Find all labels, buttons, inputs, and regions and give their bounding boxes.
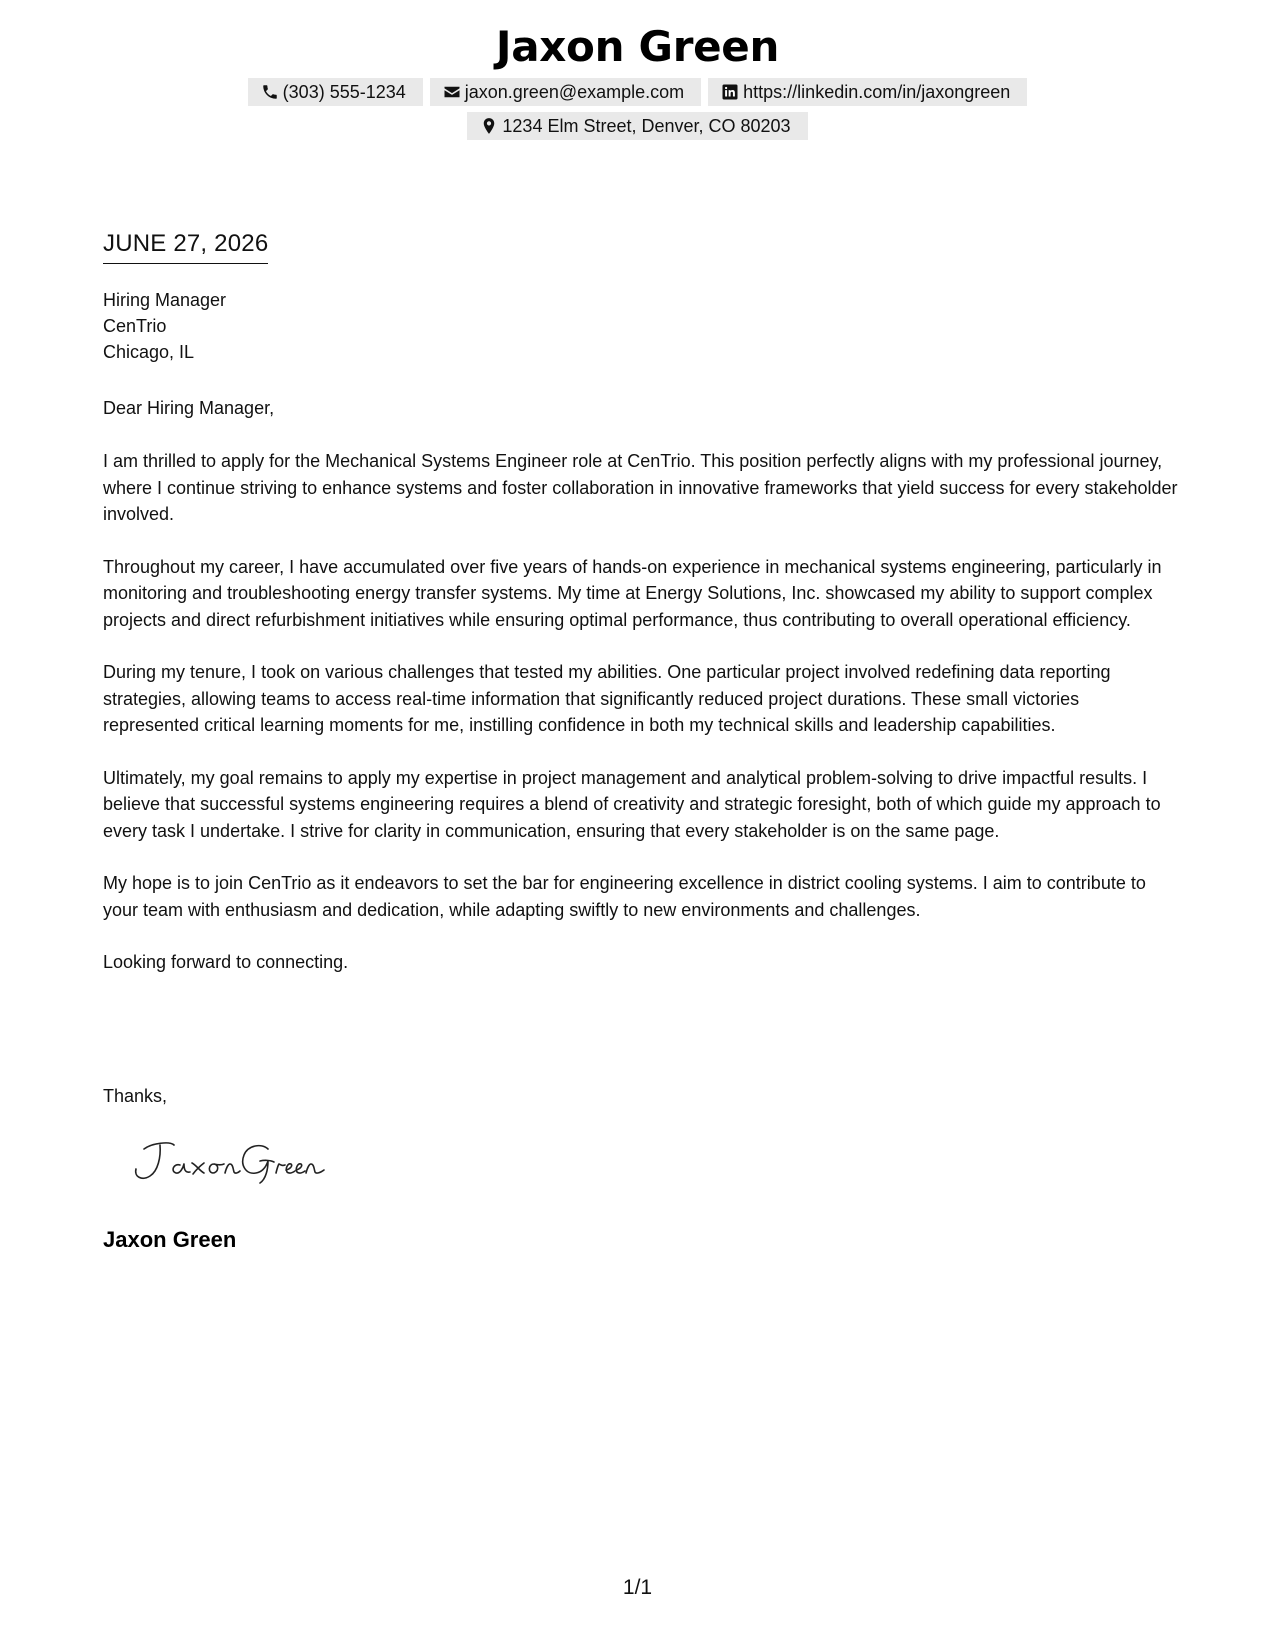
body-paragraph: My hope is to join CenTrio as it endeavors to set the bar for engineering excellence in district cooling systems. I aim to contribute to your team with enthusiasm and dedication, while adapting swiftly to new environments and challenges.: [103, 873, 1146, 920]
contact-row-2: [0, 112, 1275, 140]
recipient-company: CenTrio: [103, 316, 167, 336]
email-text: jaxon.green@example.com: [464, 82, 685, 102]
body-paragraph: Throughout my career, I have accumulated over five years of hands-on experience in mechanical systems engineering, particularly in monitoring and troubleshooting energy transfer systems. My time at Energy Solutions, Inc. showcased my ability to support complex projects and direct refurbishment initiatives while ensuring optimal performance, thus contributing to overall operational efficiency.: [103, 556, 1162, 630]
linkedin-icon: [721, 83, 739, 101]
phone-chip: [248, 78, 423, 106]
signer-name: Jaxon Green: [103, 1227, 237, 1252]
email-chip: [430, 78, 701, 106]
address-text: 1234 Elm Street, Denver, CO 80203: [502, 116, 791, 136]
recipient-location: Chicago, IL: [103, 342, 195, 362]
body-paragraph: During my tenure, I took on various challenges that tested my abilities. One particular project involved redefining data reporting strategies, allowing teams to access real-time information that significantly reduced project durations. These small victories represented critical learning moments for me, instilling confidence in both my technical skills and leadership capabilities.: [103, 662, 1111, 735]
linkedin-text: https://linkedin.com/in/jaxongreen: [743, 82, 1011, 102]
letter-body: [103, 448, 1178, 1002]
contact-row-1: [0, 78, 1275, 106]
letter-header: [0, 18, 1275, 140]
address-chip: [467, 112, 807, 140]
sender-name: Jaxon Green: [495, 22, 780, 71]
phone-text: (303) 555-1234: [282, 82, 406, 102]
body-paragraph: I am thrilled to apply for the Mechanical Systems Engineer role at CenTrio. This position perfectly aligns with my professional journey, where I continue striving to enhance systems and foster collaboration in innovative frameworks that yield success for every stakeholder involved.: [103, 451, 1178, 524]
body-paragraph: Looking forward to connecting.: [103, 952, 349, 972]
linkedin-chip: [708, 78, 1027, 106]
phone-icon: [261, 83, 279, 101]
recipient-block: [103, 287, 1178, 365]
recipient-title: Hiring Manager: [103, 290, 227, 310]
envelope-icon: [443, 83, 461, 101]
letter-date: JUNE 27, 2026: [103, 228, 268, 264]
handwritten-signature: [130, 1135, 340, 1187]
salutation: Dear Hiring Manager,: [103, 398, 275, 418]
closing: Thanks,: [103, 1086, 168, 1106]
page-number: 1/1: [622, 1576, 653, 1599]
body-paragraph: Ultimately, my goal remains to apply my expertise in project management and analytical problem-solving to drive impactful results. I believe that successful systems engineering requires a blend of creativity and strategic foresight, both of which guide my approach to every task I undertake. I strive for clarity in communication, ensuring that every stakeholder is on the same page.: [103, 767, 1161, 841]
date-block: [103, 228, 268, 264]
map-pin-icon: [480, 117, 498, 135]
